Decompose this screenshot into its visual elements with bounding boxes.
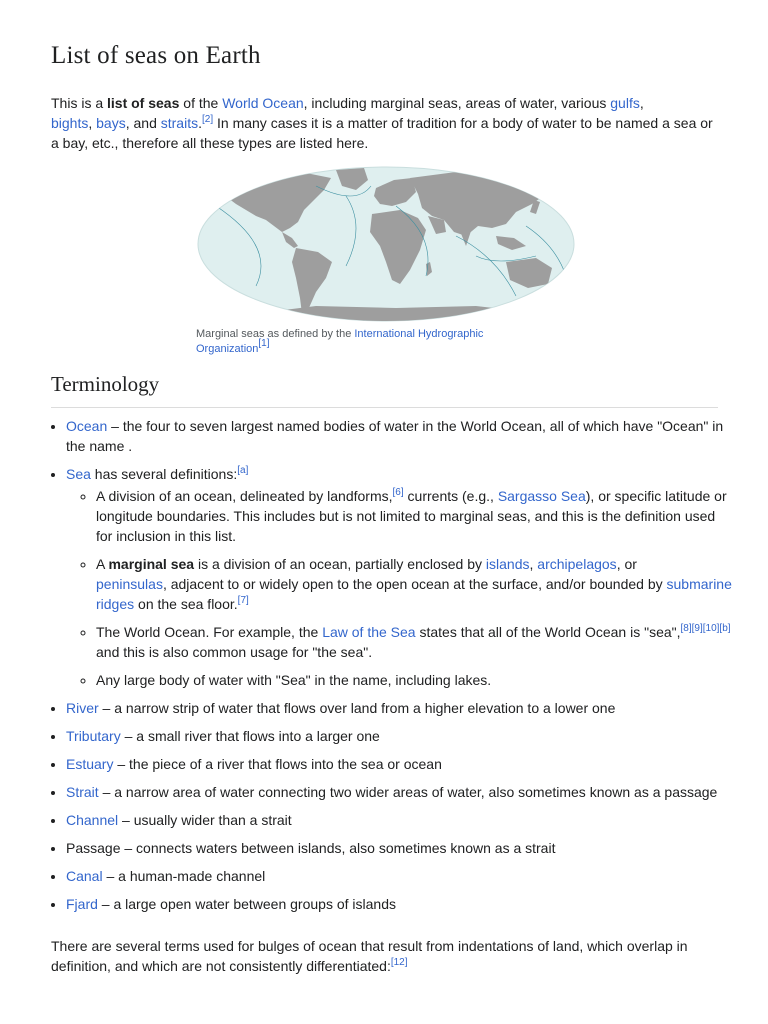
item-text: ), or specific latitude or longitude boundaries. This includes but is not limited to marginal seas, and this is the definition used for inclusion in this list. <box>96 488 727 544</box>
heading-divider <box>51 407 718 408</box>
link-archipelagos[interactable]: archipelagos <box>537 556 617 572</box>
item-text: – the piece of a river that flows into the sea or ocean <box>113 756 442 772</box>
item-text: – a human-made channel <box>102 868 266 884</box>
link-channel[interactable]: Channel <box>66 812 119 828</box>
item-text: A division of an ocean, delineated by landforms, <box>96 488 393 504</box>
bold-term: marginal sea <box>108 556 195 572</box>
list-item <box>66 866 733 886</box>
item-text: is a division of an ocean, partially enclosed by <box>194 556 486 572</box>
list-item <box>66 726 733 746</box>
link-submarine-ridges[interactable]: submarine ridges <box>96 576 732 612</box>
link-bays[interactable]: bays <box>96 115 126 131</box>
list-item <box>66 754 733 774</box>
item-text: on the sea floor. <box>134 596 238 612</box>
link-sea[interactable]: Sea <box>66 466 91 482</box>
list-item <box>66 464 733 690</box>
intro-text: , and <box>125 115 161 131</box>
reference-link[interactable]: [a] <box>237 465 249 476</box>
reference-link[interactable]: [8][9][10][b] <box>680 623 731 634</box>
link-iho[interactable]: International Hydrographic Organization <box>196 328 484 355</box>
list-item <box>66 894 733 914</box>
list-item <box>96 486 733 546</box>
intro-text: of the <box>179 95 223 111</box>
closing-paragraph <box>51 936 718 976</box>
item-text: The World Ocean. For example, the <box>96 624 323 640</box>
item-text: Any large body of water with "Sea" in the name, including lakes. <box>96 672 492 688</box>
link-peninsulas[interactable]: peninsulas <box>96 576 163 592</box>
list-item <box>66 838 733 858</box>
intro-text: This is a <box>51 95 108 111</box>
item-text: , <box>529 556 538 572</box>
intro-text: , <box>88 115 97 131</box>
link-estuary[interactable]: Estuary <box>66 756 114 772</box>
intro-paragraph <box>51 93 721 153</box>
intro-text: , <box>639 95 644 111</box>
link-river[interactable]: River <box>66 700 99 716</box>
page-title: List of seas on Earth <box>51 42 261 69</box>
item-text: – a small river that flows into a larger one <box>120 728 380 744</box>
item-text: , or <box>616 556 637 572</box>
list-item <box>66 810 733 830</box>
intro-bold-term: list of seas <box>107 95 180 111</box>
item-text: – a narrow strip of water that flows over land from a higher elevation to a lower one <box>98 700 616 716</box>
link-world-ocean[interactable]: World Ocean <box>222 95 304 111</box>
item-text: – usually wider than a strait <box>118 812 292 828</box>
link-ocean[interactable]: Ocean <box>66 418 108 434</box>
item-text: A <box>96 556 109 572</box>
link-sargasso-sea[interactable]: Sargasso Sea <box>497 488 586 504</box>
marginal-seas-map[interactable] <box>196 166 576 323</box>
item-text: currents (e.g., <box>403 488 498 504</box>
intro-text: . <box>198 115 202 131</box>
link-law-of-the-sea[interactable]: Law of the Sea <box>322 624 416 640</box>
link-straits[interactable]: straits <box>160 115 199 131</box>
item-text: and this is also common usage for "the sea". <box>96 644 373 660</box>
section-heading-terminology: Terminology <box>51 372 160 396</box>
item-text: – a narrow area of water connecting two wider areas of water, also sometimes known as a passage <box>98 784 718 800</box>
list-item <box>66 416 733 456</box>
link-canal[interactable]: Canal <box>66 868 103 884</box>
link-bights[interactable]: bights <box>51 115 89 131</box>
map-figure <box>196 166 576 357</box>
list-item <box>66 698 733 718</box>
item-text: – a large open water between groups of islands <box>97 896 396 912</box>
list-item <box>66 782 733 802</box>
link-strait[interactable]: Strait <box>66 784 99 800</box>
reference-link[interactable]: [12] <box>390 957 408 968</box>
intro-text: , including marginal seas, areas of water, various <box>303 95 611 111</box>
item-text: states that all of the World Ocean is "sea", <box>415 624 681 640</box>
sea-definitions-list <box>66 486 733 690</box>
intro-text: In many cases it is a matter of tradition for a body of water to be named a sea or a bay, etc., therefore all these types are listed here. <box>51 115 713 151</box>
reference-link[interactable]: [1] <box>258 338 270 349</box>
item-text: Passage – connects waters between islands, also sometimes known as a strait <box>66 840 556 856</box>
caption-text: Marginal seas as defined by the <box>196 328 355 340</box>
link-fjard[interactable]: Fjard <box>66 896 98 912</box>
link-islands[interactable]: islands <box>485 556 530 572</box>
list-item <box>96 670 733 690</box>
list-item <box>96 554 733 614</box>
item-text: , adjacent to or widely open to the open ocean at the surface, and/or bounded by <box>162 576 667 592</box>
reference-link[interactable]: [7] <box>237 595 249 606</box>
reference-link[interactable]: [2] <box>201 114 214 125</box>
list-item <box>96 622 733 662</box>
reference-link[interactable]: [6] <box>392 487 404 498</box>
world-map-image <box>196 166 576 323</box>
terminology-list <box>51 416 733 922</box>
item-text: has several definitions: <box>90 466 238 482</box>
link-tributary[interactable]: Tributary <box>66 728 121 744</box>
link-gulfs[interactable]: gulfs <box>610 95 640 111</box>
map-caption <box>196 327 556 357</box>
item-text: – the four to seven largest named bodies of water in the World Ocean, all of which have "Ocean" in the name . <box>66 418 724 454</box>
paragraph-text: There are several terms used for bulges of ocean that result from indentations of land, which overlap in definition, and which are not consistently differentiated: <box>51 938 688 974</box>
